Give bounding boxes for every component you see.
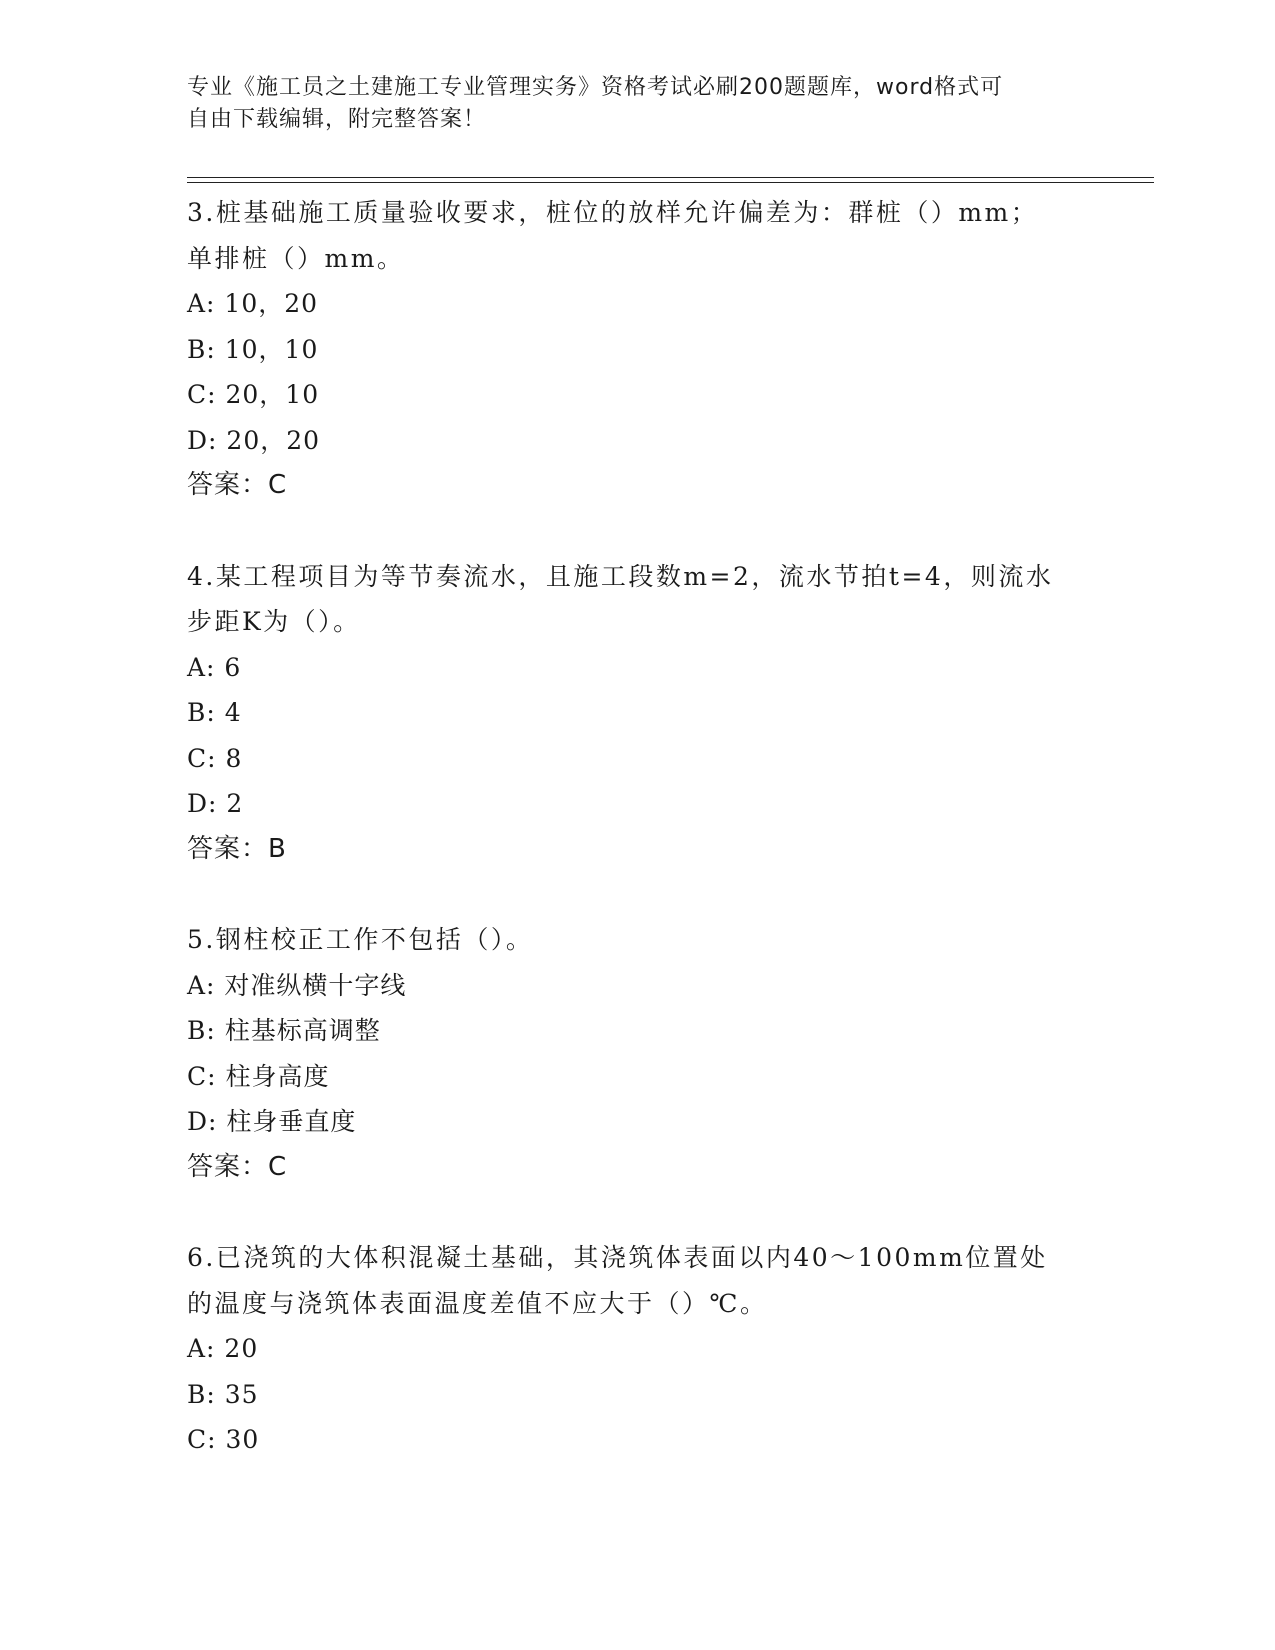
- document-header: [187, 72, 1087, 136]
- question-text-line: 单排桩（）mm。: [187, 243, 405, 273]
- option-c: C: 20，10: [187, 380, 320, 409]
- option-a: A: 对准纵横十字线: [187, 970, 407, 1000]
- question-3: [187, 190, 1147, 509]
- question-4: [187, 554, 1147, 873]
- answer-line: 答案：C: [187, 1151, 288, 1182]
- option-b: B: 柱基标高调整: [187, 1016, 381, 1045]
- option-d: D: 2: [187, 789, 244, 818]
- header-line-1: 专业《施工员之土建施工专业管理实务》资格考试必刷200题题库，word格式可: [187, 75, 1004, 100]
- option-b: B: 4: [187, 698, 242, 727]
- option-b: B: 10，10: [187, 334, 319, 364]
- question-list: [187, 190, 1147, 1508]
- option-c: C: 8: [187, 743, 243, 773]
- question-5: [187, 917, 1147, 1190]
- question-text-line: 4.某工程项目为等节奏流水，且施工段数m=2，流水节拍t=4，则流水: [187, 561, 1054, 591]
- answer-line: 答案：B: [187, 833, 287, 864]
- answer-line: 答案：C: [187, 470, 288, 500]
- option-b: B: 35: [187, 1379, 259, 1409]
- option-d: D: 20，20: [187, 425, 321, 455]
- option-a: A: 10，20: [187, 289, 319, 318]
- header-divider-top: [187, 177, 1154, 178]
- header-line-2: 自由下载编辑，附完整答案！: [187, 107, 487, 132]
- option-c: C: 30: [187, 1425, 260, 1454]
- header-divider-bottom: [187, 182, 1154, 183]
- question-text-line: 6.已浇筑的大体积混凝土基础，其浇筑体表面以内40～100mm位置处: [187, 1243, 1048, 1272]
- option-d: D: 柱身垂直度: [187, 1107, 357, 1136]
- question-text-line: 步距K为（）。: [187, 607, 361, 636]
- question-text-line: 的温度与浇筑体表面温度差值不应大于（）℃。: [187, 1288, 768, 1318]
- option-c: C: 柱身高度: [187, 1061, 330, 1091]
- question-text-line: 5.钢柱校正工作不包括（）。: [187, 925, 534, 954]
- question-6: [187, 1235, 1147, 1463]
- question-text-line: 3.桩基础施工质量验收要求，桩位的放样允许偏差为：群桩（）mm；: [187, 198, 1039, 227]
- option-a: A: 6: [187, 652, 242, 682]
- option-a: A: 20: [187, 1334, 259, 1363]
